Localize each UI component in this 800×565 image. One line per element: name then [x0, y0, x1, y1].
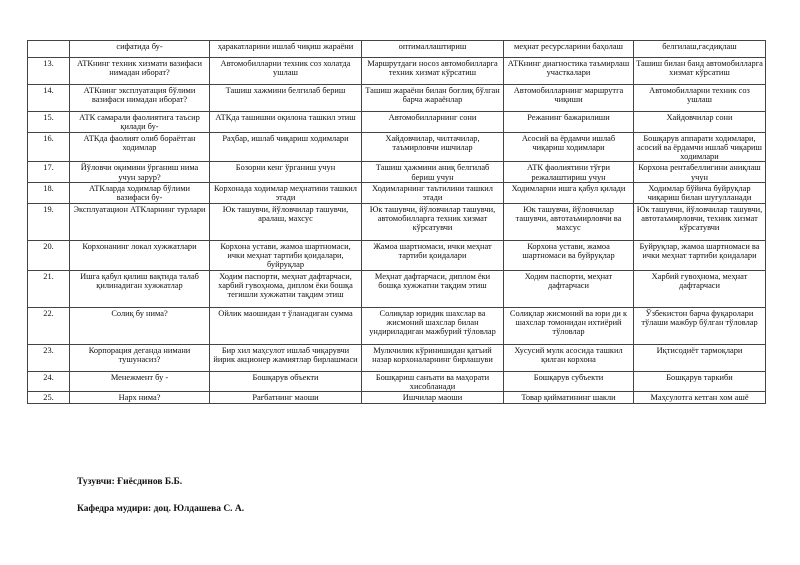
row-number: 14.	[28, 85, 70, 112]
row-number: 17.	[28, 162, 70, 183]
compiler-name: Ғиёсдинов Б.Б.	[117, 477, 183, 487]
answer-c-cell: меҳнат ресурсларини баҳолаш	[504, 41, 634, 58]
answer-b-cell: Мулкчилик кўринишидан қатъий назар корхоналарнинг бирлашуви	[362, 344, 504, 371]
answer-d-cell: Ходимлар бўйича буйруқлар чиқариш билан шуғулланади	[634, 183, 766, 204]
answer-d-cell: Харбий гувоҳнома, меҳнат дафтарчаси	[634, 270, 766, 307]
row-number: 23.	[28, 344, 70, 371]
answer-b-cell: Жамоа шартномаси, ички меҳнат тартиби қоидалари	[362, 240, 504, 270]
row-number: 13.	[28, 58, 70, 85]
answer-c-cell: Автомобилларнинг маршрутга чиқиши	[504, 85, 634, 112]
question-cell: сифатида бу-	[70, 41, 210, 58]
head-label: Кафедра мудири:	[77, 504, 152, 514]
row-number: 22.	[28, 307, 70, 344]
answer-b-cell: Хайдовчилар, чилтачилар, таъмирловчи ишчилар	[362, 132, 504, 162]
question-cell: Эксплуатацион АТКларнинг турлари	[70, 203, 210, 240]
answer-d-cell: Юк ташувчи, йўловчилар ташувчи, автотаъмирловчи, техник хизмат кўрсатувчи	[634, 203, 766, 240]
table-row	[28, 162, 766, 183]
table-row	[28, 392, 766, 404]
answer-b-cell: Бошқариш санъати ва маҳорати хисобланади	[362, 371, 504, 392]
head-line	[77, 504, 244, 515]
answer-d-cell: Автомобилларни техник соз ушлаш	[634, 85, 766, 112]
answer-c-cell: АТКнинг диагностика таъмирлаш участкалари	[504, 58, 634, 85]
question-cell: АТК самарали фаолиятига таъсир қилади бу-	[70, 112, 210, 133]
table-row	[28, 112, 766, 133]
answer-a-cell: Ойлик маошидан т ўланадиган сумма	[210, 307, 362, 344]
answer-d-cell: Бошқарув таркиби	[634, 371, 766, 392]
answer-d-cell: Бошқарув аппарати ходимлари, асосий ва ёрдамчи ишлаб чиқариш ходимлари	[634, 132, 766, 162]
answer-a-cell: Корхонада ходимлар меҳнатини ташкил этади	[210, 183, 362, 204]
question-cell: АТКда фаолият олиб бораётган ходимлар	[70, 132, 210, 162]
answer-b-cell: Юк ташувчи, йўловчилар ташувчи, автомобилларга техник хизмат кўрсатувчи	[362, 203, 504, 240]
table-row	[28, 183, 766, 204]
answer-a-cell: Раҳбар, ишлаб чиқариш ходимлари	[210, 132, 362, 162]
answer-d-cell: Маҳсулотга кетган хом ашё	[634, 392, 766, 404]
table-row	[28, 344, 766, 371]
answer-c-cell: Солиқлар жисмоний ва юри ди к шахслар томонидан ихтиёрий тўловлар	[504, 307, 634, 344]
row-number	[28, 41, 70, 58]
answer-a-cell: Автомобилларни техник соз холатда ушлаш	[210, 58, 362, 85]
answer-d-cell: Буйруқлар, жамоа шартномаси ва ички меҳнат тартиби қоидалари	[634, 240, 766, 270]
row-number: 24.	[28, 371, 70, 392]
answer-b-cell: Меҳнат дафтарчаси, диплом ёки бошқа хужжатни тақдим этиш	[362, 270, 504, 307]
answer-c-cell: Юк ташувчи, йўловчилар ташувчи, автотаъмирловчи ва махсус	[504, 203, 634, 240]
answer-a-cell: Рағбатнинг маоши	[210, 392, 362, 404]
answer-d-cell: Иқтисодиёт тармоқлари	[634, 344, 766, 371]
row-number: 20.	[28, 240, 70, 270]
answer-a-cell: АТКда ташишни оқилона ташкил этиш	[210, 112, 362, 133]
table-body	[28, 41, 766, 404]
row-number: 15.	[28, 112, 70, 133]
question-cell: АТКларда ходимлар бўлими вазифаси бу-	[70, 183, 210, 204]
row-number: 18.	[28, 183, 70, 204]
answer-c-cell: Режанинг бажарилиши	[504, 112, 634, 133]
answer-b-cell: Маршрутдаги носоз автомобилларга техник хизмат кўрсатиш	[362, 58, 504, 85]
answer-a-cell: ҳаракатларини ишлаб чиқиш жараёни	[210, 41, 362, 58]
question-cell: АТКнинг техник хизмати вазифаси нимадан иборат?	[70, 58, 210, 85]
answer-a-cell: Юк ташувчи, йўловчилар ташувчи, аралаш, махсус	[210, 203, 362, 240]
compiler-label: Тузувчи:	[77, 477, 115, 487]
answer-c-cell: Асосий ва ёрдамчи ишлаб чиқариш ходимлари	[504, 132, 634, 162]
answer-b-cell: Автомобилларнинг сони	[362, 112, 504, 133]
answer-c-cell: Бошқарув субъекти	[504, 371, 634, 392]
table-row	[28, 41, 766, 58]
row-number: 16.	[28, 132, 70, 162]
answer-c-cell: Товар қийматининг шакли	[504, 392, 634, 404]
question-cell: Нарх нима?	[70, 392, 210, 404]
questions-table	[27, 40, 766, 404]
answer-c-cell: Хусусий мулк асосида ташкил қилган корхона	[504, 344, 634, 371]
answer-a-cell: Бошқарув объекти	[210, 371, 362, 392]
answer-b-cell: Ишчилар маоши	[362, 392, 504, 404]
compiler-line	[77, 477, 182, 488]
question-cell: Корхонанинг локал хужжатлари	[70, 240, 210, 270]
question-cell: Йўловчи оқимини ўрганиш нима учун зарур?	[70, 162, 210, 183]
answer-d-cell: Хайдовчилар сони	[634, 112, 766, 133]
table-row	[28, 58, 766, 85]
answer-c-cell: Корхона устави, жамоа шартномаси ва буйруқлар	[504, 240, 634, 270]
answer-a-cell: Бозорни кенг ўрганиш учун	[210, 162, 362, 183]
table-row	[28, 132, 766, 162]
table-row	[28, 371, 766, 392]
answer-a-cell: Ходим паспорти, меҳнат дафтарчаси, харбий гувоҳнома, диплом ёки бошқа тегишли хужжатни тақдим этиш	[210, 270, 362, 307]
answer-b-cell: оптималлаштириш	[362, 41, 504, 58]
table-row	[28, 307, 766, 344]
table-row	[28, 203, 766, 240]
head-name: доц. Юлдашева С. А.	[153, 504, 245, 514]
question-cell: Менежмент бу -	[70, 371, 210, 392]
answer-d-cell: Корхона рентабеллигини аниқлаш учун	[634, 162, 766, 183]
answer-a-cell: Бир хил маҳсулот ишлаб чиқарувчи йирик акционер жамиятлар бирлашмаси	[210, 344, 362, 371]
answer-b-cell: Ташиш жараёни билан боғлиқ бўлган барча жараёнлар	[362, 85, 504, 112]
table-row	[28, 85, 766, 112]
answer-d-cell: белгилаш,гасдиқлаш	[634, 41, 766, 58]
answer-b-cell: Ходимларнинг таътилини ташкил этади	[362, 183, 504, 204]
answer-c-cell: Ходим паспорти, меҳнат дафтарчаси	[504, 270, 634, 307]
row-number: 21.	[28, 270, 70, 307]
answer-a-cell: Ташиш хажмини белгилаб бериш	[210, 85, 362, 112]
question-cell: Ишга қабул қилиш вақтида талаб қилинадиган хужжатлар	[70, 270, 210, 307]
row-number: 25.	[28, 392, 70, 404]
table-row	[28, 270, 766, 307]
answer-b-cell: Солиқлар юридик шахслар ва жисмоний шахслар билан ундириладиган мажбурий тўловлар	[362, 307, 504, 344]
answer-d-cell: Ташиш билан банд автомобилларга хизмат кўрсатиш	[634, 58, 766, 85]
answer-c-cell: АТК фаолиятини тўғри режалаштириш учун	[504, 162, 634, 183]
row-number: 19.	[28, 203, 70, 240]
answer-d-cell: Ўзбекистон барча фуқаролари тўлаши мажбур бўлган тўловлар	[634, 307, 766, 344]
answer-b-cell: Ташиш ҳажмини аниқ белгилаб бериш учун	[362, 162, 504, 183]
table-row	[28, 240, 766, 270]
question-cell: Солиқ бу нима?	[70, 307, 210, 344]
question-cell: Корпорация деганда нимани тушунасиз?	[70, 344, 210, 371]
answer-a-cell: Корхона устави, жамоа шартномаси, ички меҳнат тартиби қоидалари, буйруқлар	[210, 240, 362, 270]
answer-c-cell: Ходимларни ишга қабул қилади	[504, 183, 634, 204]
question-cell: АТКнинг эксплуатация бўлими вазифаси нимадан иборат?	[70, 85, 210, 112]
